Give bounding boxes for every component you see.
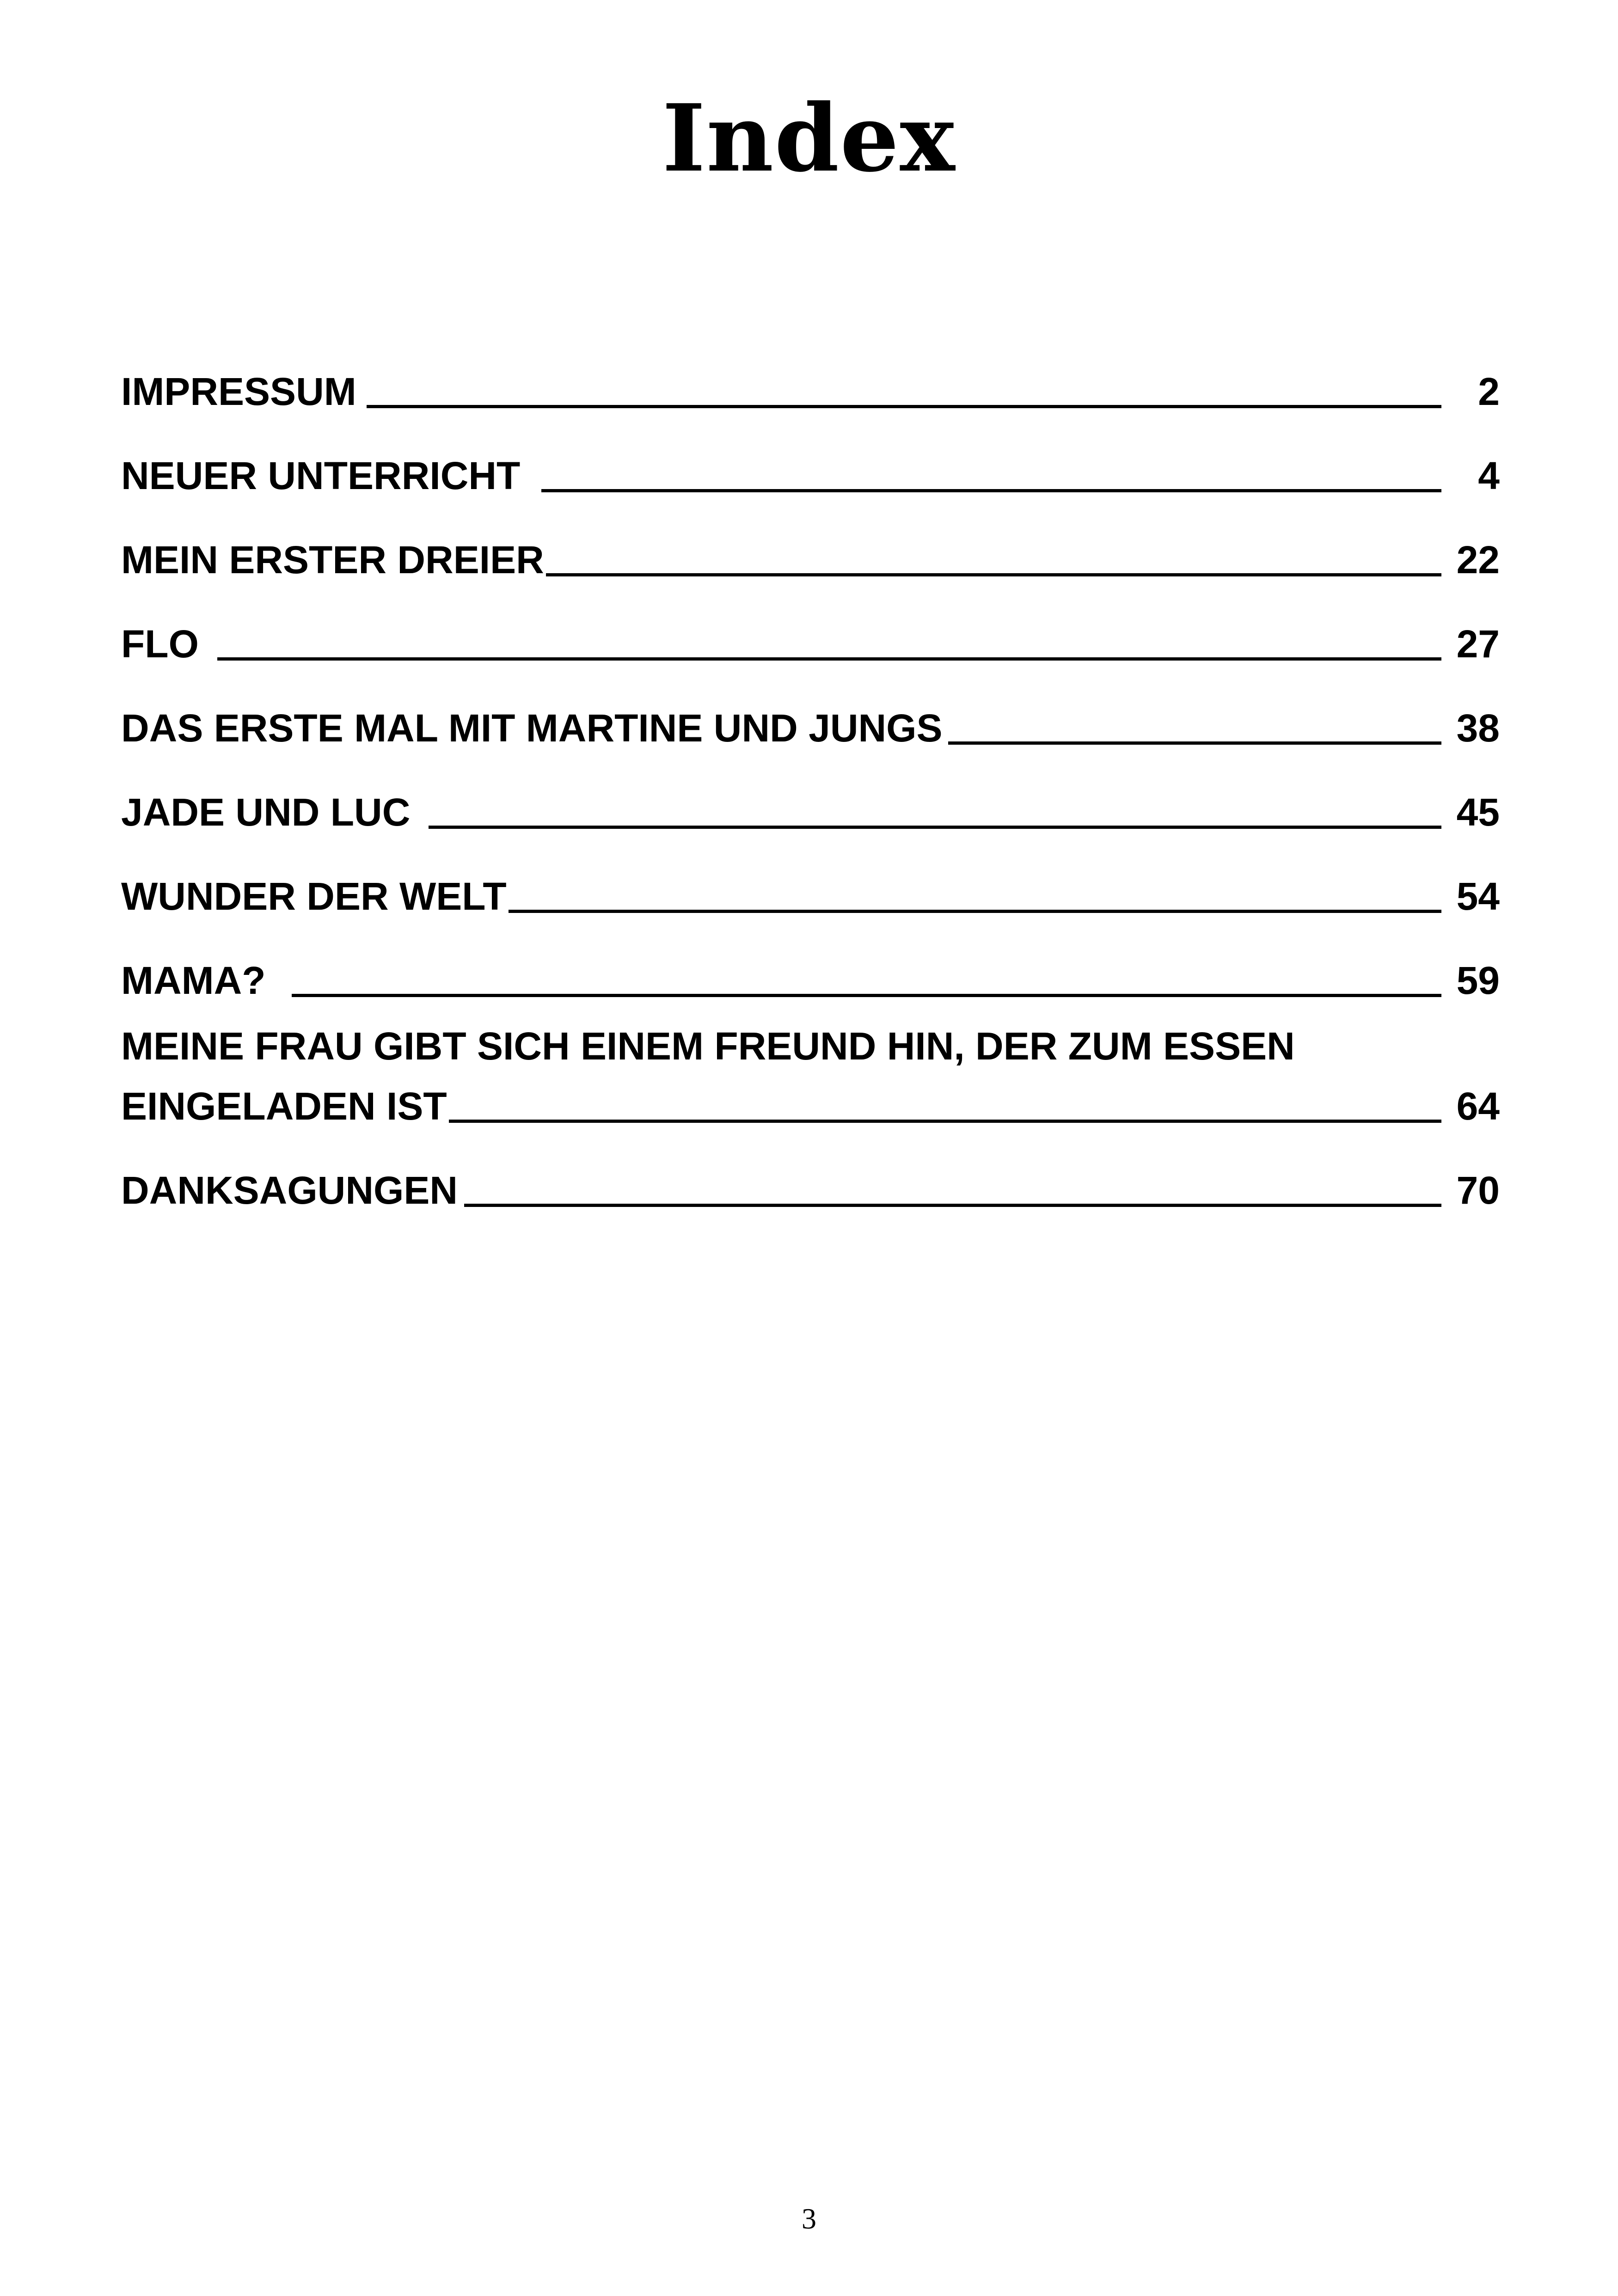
toc-entry-label-line2: EINGELADEN IST	[121, 1084, 447, 1128]
table-of-contents	[121, 331, 1500, 1213]
toc-entry-label: MEIN ERSTER DREIER	[121, 538, 544, 582]
toc-entry-label: JADE UND LUC	[121, 790, 411, 834]
toc-leader-line	[509, 910, 1441, 913]
toc-leader-line	[429, 826, 1441, 829]
toc-leader-line	[292, 994, 1441, 997]
toc-entry-meine-frau[interactable]	[121, 1004, 1500, 1129]
toc-entry-page: 27	[1456, 622, 1500, 666]
toc-entry-page: 45	[1456, 790, 1500, 834]
toc-entry-page: 70	[1456, 1169, 1500, 1212]
toc-entry-label-line1: MEINE FRAU GIBT SICH EINEM FREUND HIN, DER ZUM ESSEN	[121, 1024, 1295, 1068]
toc-entry-label: WUNDER DER WELT	[121, 875, 507, 918]
toc-entry-page: 59	[1456, 959, 1500, 1002]
page-number: 3	[802, 2202, 816, 2235]
toc-entry-page: 2	[1478, 370, 1500, 413]
toc-entry-page: 22	[1456, 538, 1500, 582]
toc-entry-neuer-unterricht[interactable]	[121, 415, 1500, 499]
toc-entry-label: NEUER UNTERRICHT	[121, 454, 521, 497]
toc-leader-line	[948, 741, 1441, 745]
toc-entry-page: 64	[1456, 1084, 1500, 1128]
toc-leader-line	[449, 1120, 1441, 1123]
toc-entry-das-erste-mal[interactable]	[121, 667, 1500, 751]
toc-entry-flo[interactable]	[121, 583, 1500, 667]
page-title: Index	[662, 84, 956, 193]
toc-leader-line	[464, 1204, 1441, 1207]
toc-entry-label: DANKSAGUNGEN	[121, 1169, 458, 1212]
toc-entry-label: DAS ERSTE MAL MIT MARTINE UND JUNGS	[121, 706, 943, 750]
toc-entry-mein-erster-dreier[interactable]	[121, 499, 1500, 583]
toc-leader-line	[546, 573, 1441, 576]
toc-entry-danksagungen[interactable]	[121, 1129, 1500, 1213]
toc-entry-mama[interactable]	[121, 919, 1500, 1004]
toc-entry-jade-und-luc[interactable]	[121, 751, 1500, 835]
toc-leader-line	[367, 405, 1441, 408]
toc-entry-page: 54	[1456, 875, 1500, 918]
toc-entry-page: 4	[1478, 454, 1500, 497]
toc-entry-wunder-der-welt[interactable]	[121, 835, 1500, 919]
toc-leader-line	[217, 657, 1441, 661]
toc-entry-impressum[interactable]	[121, 331, 1500, 415]
toc-entry-page: 38	[1456, 706, 1500, 750]
toc-entry-label: IMPRESSUM	[121, 370, 356, 413]
toc-entry-label: FLO	[121, 622, 199, 666]
toc-entry-label: MAMA?	[121, 959, 266, 1002]
toc-leader-line	[541, 489, 1441, 492]
